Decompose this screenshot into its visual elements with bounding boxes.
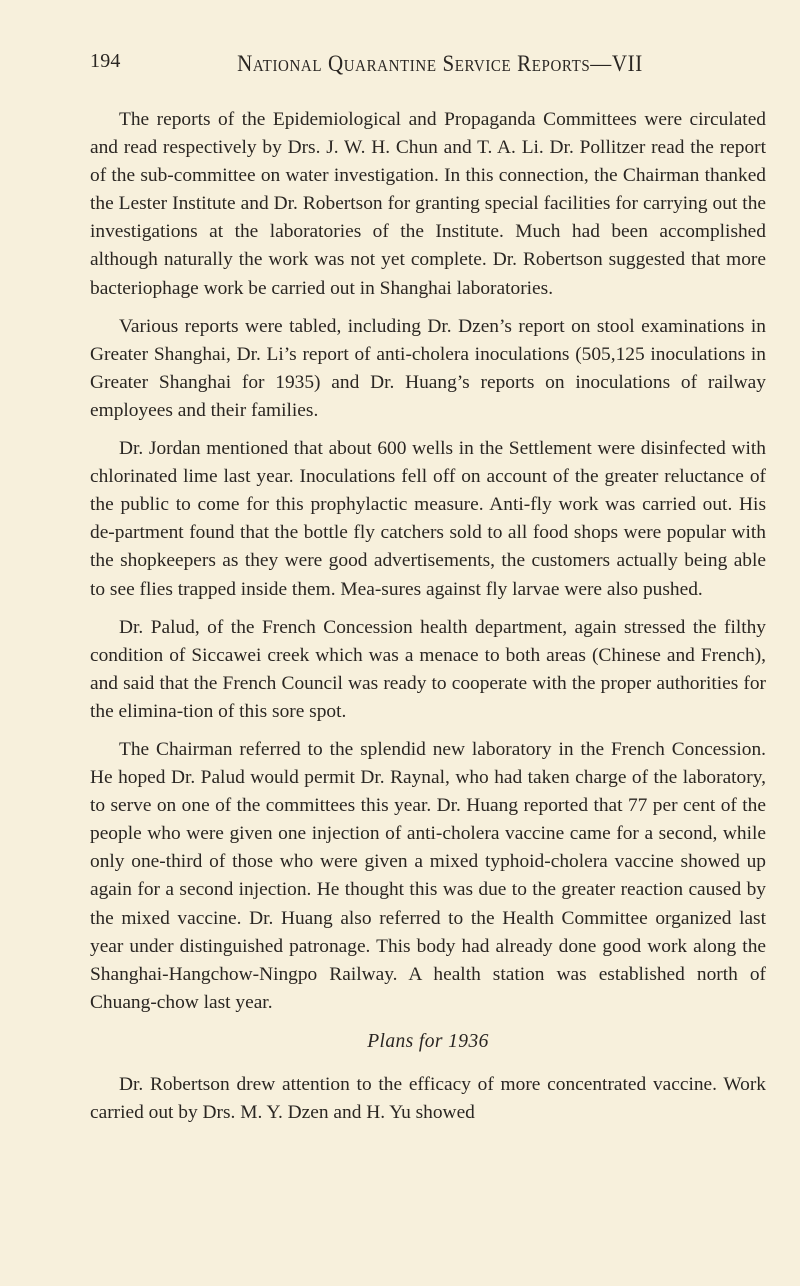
paragraph-dr-palud: Dr. Palud, of the French Concession health department, again stressed the filthy condition of Siccawei creek which was a menace to both areas (Chinese and French), and said that the French Council was ready to cooperate with the proper authorities for the elimina-tion of this sore spot. xyxy=(90,616,766,722)
paragraph-chairman-laboratory: The Chairman referred to the splendid new laboratory in the French Concession. He hoped Dr. Palud would permit Dr. Raynal, who had taken charge of the laboratory, to serve on one of the committees this year. Dr. Huang reported that 77 per cent of the people who were given one injection of anti-cholera vaccine came for a second, while only one-third of those who were given a mixed typhoid-cholera vaccine showed up again for a second injection. He thought this was due to the greater reaction caused by the mixed vaccine. Dr. Huang also referred to the Health Committee organized last year under distinguished patronage. This body had already done good work along the Shanghai-Hangchow-Ningpo Railway. A health station was established north of Chuang-chow last year. xyxy=(90,738,766,1013)
section-heading: Plans for 1936 xyxy=(367,1030,489,1052)
running-head xyxy=(90,50,766,80)
paragraph-committee-reports: The reports of the Epidemiological and Propaganda Committees were circulated and read respectively by Drs. J. W. H. Chun and T. A. Li. Dr. Pollitzer read the report of the sub-committee on water investigation. In this connection, the Chairman thanked the Lester Institute and Dr. Robertson for granting special facilities for carrying out the investigations at the laboratories of the Institute. Much had been accomplished although naturally the work was not yet complete. Dr. Robertson suggested that more bacteriophage work be carried out in Shanghai laboratories. xyxy=(90,109,766,299)
paragraph-reports-tabled: Various reports were tabled, including Dr. Dzen’s report on stool examinations in Greater Shanghai, Dr. Li’s report of anti-cholera inoculations (505,125 inoculations in Greater Shanghai for 1935) and Dr. Huang’s reports on inoculations of railway employees and their families. xyxy=(90,315,766,421)
page-number: 194 xyxy=(90,50,121,72)
page-body xyxy=(90,106,766,1137)
paragraph-dr-jordan: Dr. Jordan mentioned that about 600 wells in the Settlement were disinfected with chlorinated lime last year. Inoculations fell off on account of the greater reluctance of the public to come for this prophylactic measure. Anti-fly work was carried out. His de-partment found that the bottle fly catchers sold to all food shops were popular with the shopkeepers as they were good advertisements, the customers actually being able to see flies trapped inside them. Mea-sures against fly larvae were also pushed. xyxy=(90,438,766,600)
paragraph-dr-robertson-vaccine: Dr. Robertson drew attention to the efficacy of more concentrated vaccine. Work carried out by Drs. M. Y. Dzen and H. Yu showed xyxy=(90,1073,766,1123)
running-head-title: National Quarantine Service Reports—VII xyxy=(237,50,643,77)
